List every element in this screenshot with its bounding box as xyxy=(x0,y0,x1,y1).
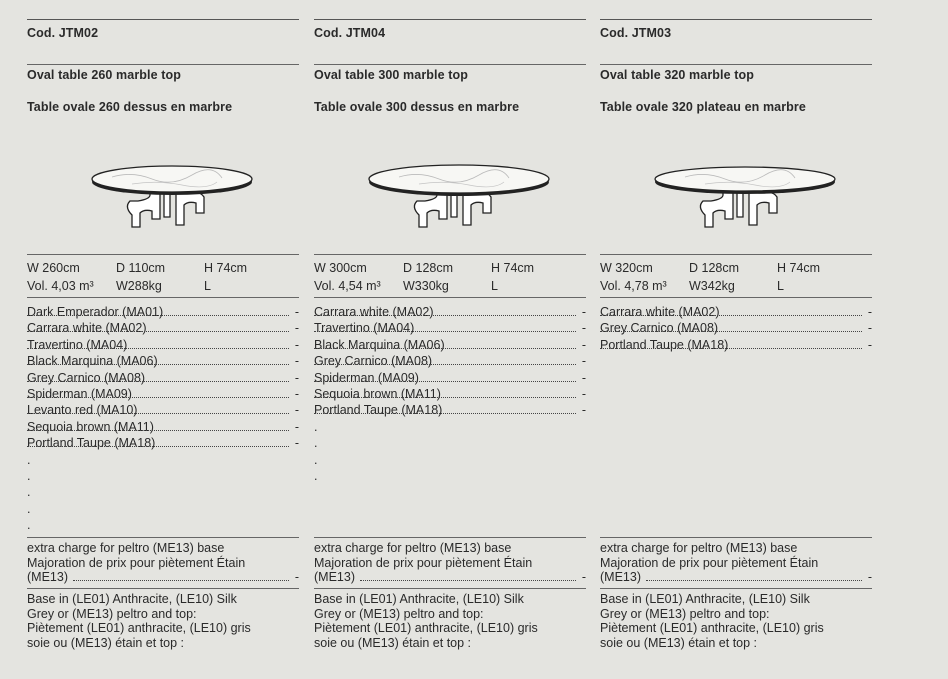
finish-item xyxy=(314,320,586,336)
finish-label: Sequoia brown (MA11) xyxy=(27,419,154,434)
volume-value: Vol. 4,78 m³ xyxy=(600,279,667,293)
price-placeholder: - xyxy=(292,304,299,320)
extra-charge-line: Majoration de prix pour piètement Étain xyxy=(600,555,819,570)
base-note-line: Grey or (ME13) peltro and top: xyxy=(600,606,770,621)
extra-charge-code: (ME13) xyxy=(314,570,355,585)
volume-value: Vol. 4,03 m³ xyxy=(27,279,94,293)
base-note-line: Grey or (ME13) peltro and top: xyxy=(27,606,197,621)
extra-charge-line: Majoration de prix pour piètement Étain xyxy=(314,555,533,570)
finish-label: Spiderman (MA09) xyxy=(314,370,419,385)
finish-list xyxy=(27,304,299,533)
base-note-line: soie ou (ME13) étain et top : xyxy=(314,635,472,650)
oval-table-illustration xyxy=(354,155,564,235)
finish-label: Black Marquina (MA06) xyxy=(27,354,158,369)
extra-charge-line xyxy=(27,570,299,585)
base-note xyxy=(314,592,586,650)
finish-label: Carrara white (MA02) xyxy=(314,305,434,319)
finish-item xyxy=(27,402,299,418)
weight-value: W330kg xyxy=(403,279,449,293)
rule xyxy=(314,588,586,589)
product-name-en: Oval table 300 marble top xyxy=(314,68,468,82)
extra-charge-code: (ME13) xyxy=(600,570,641,585)
class-value: L xyxy=(491,279,498,293)
price-placeholder: - xyxy=(579,304,586,320)
finish-label: Portland Taupe (MA18) xyxy=(600,337,729,352)
width-value: W 260cm xyxy=(27,261,80,275)
finish-item xyxy=(27,435,299,451)
rule xyxy=(600,537,872,538)
finish-item xyxy=(600,304,872,320)
product-code: Cod. JTM03 xyxy=(600,26,672,40)
product-name-en: Oval table 260 marble top xyxy=(27,68,181,82)
base-note-line: Base in (LE01) Anthracite, (LE10) Silk xyxy=(314,592,524,606)
weight-value: W288kg xyxy=(116,279,162,293)
rule xyxy=(600,254,872,255)
oval-table-illustration xyxy=(640,155,850,235)
finish-label: Portland Taupe (MA18) xyxy=(27,436,156,451)
price-placeholder: - xyxy=(292,337,299,353)
rule xyxy=(600,588,872,589)
finish-item xyxy=(314,304,586,320)
empty-row: . xyxy=(314,468,318,483)
price-placeholder: - xyxy=(865,337,872,353)
base-note-line: soie ou (ME13) étain et top : xyxy=(27,635,185,650)
rule xyxy=(314,254,586,255)
finish-label: Travertino (MA04) xyxy=(27,337,128,352)
price-placeholder: - xyxy=(292,402,299,418)
price-placeholder: - xyxy=(292,419,299,435)
class-value: L xyxy=(777,279,784,293)
empty-row: . xyxy=(27,452,31,467)
rule xyxy=(600,64,872,65)
depth-value: D 128cm xyxy=(689,261,740,275)
base-note-line: Base in (LE01) Anthracite, (LE10) Silk xyxy=(600,592,810,606)
price-placeholder: - xyxy=(579,353,586,369)
base-note xyxy=(27,592,299,650)
empty-row: . xyxy=(314,452,318,467)
top-rule xyxy=(314,19,586,20)
extra-charge-line xyxy=(600,570,872,585)
finish-label: Levanto red (MA10) xyxy=(27,403,138,418)
finish-label: Spiderman (MA09) xyxy=(27,386,132,401)
empty-row: . xyxy=(27,468,31,483)
price-placeholder: - xyxy=(292,386,299,402)
price-placeholder: - xyxy=(292,353,299,369)
finish-item xyxy=(27,353,299,369)
class-value: L xyxy=(204,279,211,293)
extra-charge-note xyxy=(27,541,299,585)
finish-label: Dark Emperador (MA01) xyxy=(27,305,164,319)
product-code: Cod. JTM02 xyxy=(27,26,99,40)
rule xyxy=(27,297,299,298)
extra-charge-note xyxy=(314,541,586,585)
extra-charge-line: extra charge for peltro (ME13) base xyxy=(314,541,512,555)
product-name-fr: Table ovale 300 dessus en marbre xyxy=(314,100,520,114)
product-name-fr: Table ovale 260 dessus en marbre xyxy=(27,100,233,114)
extra-charge-line xyxy=(314,570,586,585)
extra-charge-line: Majoration de prix pour piètement Étain xyxy=(27,555,246,570)
top-rule xyxy=(600,19,872,20)
finish-label: Travertino (MA04) xyxy=(314,321,415,336)
finish-list xyxy=(600,304,872,353)
top-rule xyxy=(27,19,299,20)
height-value: H 74cm xyxy=(491,261,535,275)
finish-item xyxy=(27,370,299,386)
finish-label: Carrara white (MA02) xyxy=(27,321,147,336)
price-placeholder: - xyxy=(292,370,299,386)
base-note-line: Piètement (LE01) anthracite, (LE10) gris xyxy=(27,621,251,636)
base-note-line: soie ou (ME13) étain et top : xyxy=(600,635,758,650)
extra-charge-note xyxy=(600,541,872,585)
rule xyxy=(600,297,872,298)
finish-item xyxy=(314,337,586,353)
price-placeholder: - xyxy=(292,320,299,336)
rule xyxy=(27,64,299,65)
volume-value: Vol. 4,54 m³ xyxy=(314,279,381,293)
product-column-jtm04 xyxy=(314,0,586,679)
base-note-line: Piètement (LE01) anthracite, (LE10) gris xyxy=(600,621,824,636)
oval-table-illustration xyxy=(67,155,277,235)
depth-value: D 128cm xyxy=(403,261,454,275)
price-placeholder: - xyxy=(581,570,586,585)
product-name-fr: Table ovale 320 plateau en marbre xyxy=(600,100,806,114)
rule xyxy=(314,64,586,65)
finish-label: Grey Carnico (MA08) xyxy=(600,321,719,336)
base-note-line: Base in (LE01) Anthracite, (LE10) Silk xyxy=(27,592,237,606)
extra-charge-line: extra charge for peltro (ME13) base xyxy=(600,541,798,555)
width-value: W 300cm xyxy=(314,261,367,275)
empty-row: . xyxy=(314,436,318,451)
rule xyxy=(314,297,586,298)
finish-item xyxy=(27,320,299,336)
empty-row: . xyxy=(27,501,31,516)
finish-item xyxy=(27,337,299,353)
finish-item xyxy=(314,386,586,402)
price-placeholder: - xyxy=(579,402,586,418)
price-placeholder: - xyxy=(579,337,586,353)
extra-charge-line: extra charge for peltro (ME13) base xyxy=(27,541,225,555)
depth-value: D 110cm xyxy=(116,261,166,275)
finish-item xyxy=(314,353,586,369)
finish-label: Grey Carnico (MA08) xyxy=(314,354,433,369)
finish-item xyxy=(27,419,299,435)
base-note xyxy=(600,592,872,650)
finish-label: Grey Carnico (MA08) xyxy=(27,370,146,385)
rule xyxy=(314,537,586,538)
finish-label: Sequoia brown (MA11) xyxy=(314,386,441,401)
rule xyxy=(27,537,299,538)
price-placeholder: - xyxy=(865,320,872,336)
finish-item xyxy=(600,320,872,336)
base-note-line: Piètement (LE01) anthracite, (LE10) gris xyxy=(314,621,538,636)
price-placeholder: - xyxy=(579,386,586,402)
product-code: Cod. JTM04 xyxy=(314,26,386,40)
product-name-en: Oval table 320 marble top xyxy=(600,68,754,82)
price-placeholder: - xyxy=(579,320,586,336)
finish-label: Portland Taupe (MA18) xyxy=(314,403,443,418)
price-placeholder: - xyxy=(865,304,872,320)
finish-list xyxy=(314,304,586,484)
base-note-line: Grey or (ME13) peltro and top: xyxy=(314,606,484,621)
finish-item xyxy=(27,386,299,402)
rule xyxy=(27,588,299,589)
weight-value: W342kg xyxy=(689,279,735,293)
finish-label: Carrara white (MA02) xyxy=(600,305,720,319)
extra-charge-code: (ME13) xyxy=(27,570,68,585)
price-placeholder: - xyxy=(294,570,299,585)
finish-item xyxy=(27,304,299,320)
height-value: H 74cm xyxy=(777,261,821,275)
finish-item xyxy=(314,370,586,386)
product-column-jtm03 xyxy=(600,0,872,679)
empty-row: . xyxy=(27,485,31,500)
empty-row: . xyxy=(27,518,31,533)
rule xyxy=(27,254,299,255)
width-value: W 320cm xyxy=(600,261,653,275)
finish-item xyxy=(600,337,872,353)
price-placeholder: - xyxy=(292,435,299,451)
price-placeholder: - xyxy=(579,370,586,386)
finish-label: Black Marquina (MA06) xyxy=(314,337,445,352)
product-column-jtm02 xyxy=(27,0,299,679)
height-value: H 74cm xyxy=(204,261,248,275)
finish-item xyxy=(314,402,586,418)
price-placeholder: - xyxy=(867,570,872,585)
empty-row: . xyxy=(314,419,318,434)
